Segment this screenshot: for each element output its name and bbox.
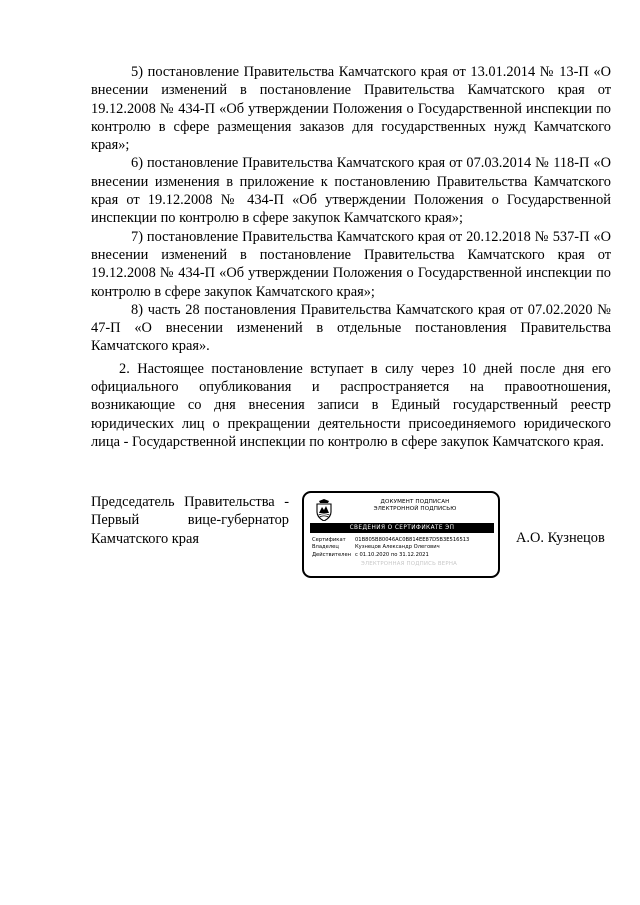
stamp-header-line-2: ЭЛЕКТРОННОЙ ПОДПИСЬЮ xyxy=(373,505,457,512)
owner-row-value: Кузнецов Александр Олегович xyxy=(355,544,440,551)
certificate-row xyxy=(312,537,496,544)
clause-2: 2. Настоящее постановление вступает в силу через 10 дней после дня его официального опубликования и распространяется на правоотношения, возникающие со дня внесения записи в Единый государственный реестр юридических лиц о прекращении деятельности присоединяемого юридического лица - Государственной инспекции по контролю в сфере закупок Камчатского края. xyxy=(91,360,611,450)
certificate-details xyxy=(312,537,496,559)
signer-name: А.О. Кузнецов xyxy=(516,530,605,546)
list-item-5: 5) постановление Правительства Камчатского края от 13.01.2014 № 13-П «О внесении изменений в постановление Правительства Камчатского края от 19.12.2008 № 434-П «Об утверждении Положения о Государственной инспекции по контролю в сфере размещения заказов для государственных нужд Камчатского края»; xyxy=(91,64,611,154)
validity-row-value: с 01.10.2020 по 31.12.2021 xyxy=(355,551,429,558)
validity-row xyxy=(312,552,496,559)
signer-position xyxy=(91,493,289,548)
signer-position-line-3: Камчатского края xyxy=(91,530,199,547)
certificate-row-value: 01B805B80046AC0B814EE87D5B3E516513 xyxy=(355,537,470,543)
stamp-header xyxy=(338,499,492,513)
owner-row xyxy=(312,544,496,551)
owner-row-key: Владелец xyxy=(312,544,339,551)
signer-position-line-1: Председатель Правительства - xyxy=(91,494,289,510)
certificate-row-key: Сертификат xyxy=(312,537,346,543)
coat-of-arms-icon xyxy=(315,499,333,521)
list-item-7: 7) постановление Правительства Камчатского края от 20.12.2018 № 537-П «О внесении изменений в постановление Правительства Камчатского края от 19.12.2008 № 434-П «Об утверждении Положения о Государственной инспекции по контролю в сфере закупок Камчатского края»; xyxy=(91,228,611,300)
stamp-watermark: ЭЛЕКТРОННАЯ ПОДПИСЬ ВЕРНА xyxy=(361,561,457,567)
electronic-signature-stamp xyxy=(302,491,500,578)
validity-row-key: Действителен xyxy=(312,551,352,558)
signer-position-line-2: Первый вице-губернатор xyxy=(91,512,289,529)
document-body xyxy=(91,63,611,451)
stamp-header-line-1: ДОКУМЕНТ ПОДПИСАН xyxy=(380,499,450,505)
list-item-6: 6) постановление Правительства Камчатского края от 07.03.2014 № 118-П «О внесении изменения в приложение к постановлению Правительства Камчатского края от 19.12.2008 № 434-П «Об утверждении Положения о Государственной инспекции по контролю в сфере закупок Камчатского края»; xyxy=(91,155,611,227)
list-item-8: 8) часть 28 постановления Правительства Камчатского края от 07.02.2020 № 47-П «О внесении изменений в отдельные постановления Правительства Камчатского края». xyxy=(91,301,611,355)
certificate-info-bar: СВЕДЕНИЯ О СЕРТИФИКАТЕ ЭП xyxy=(310,523,494,533)
